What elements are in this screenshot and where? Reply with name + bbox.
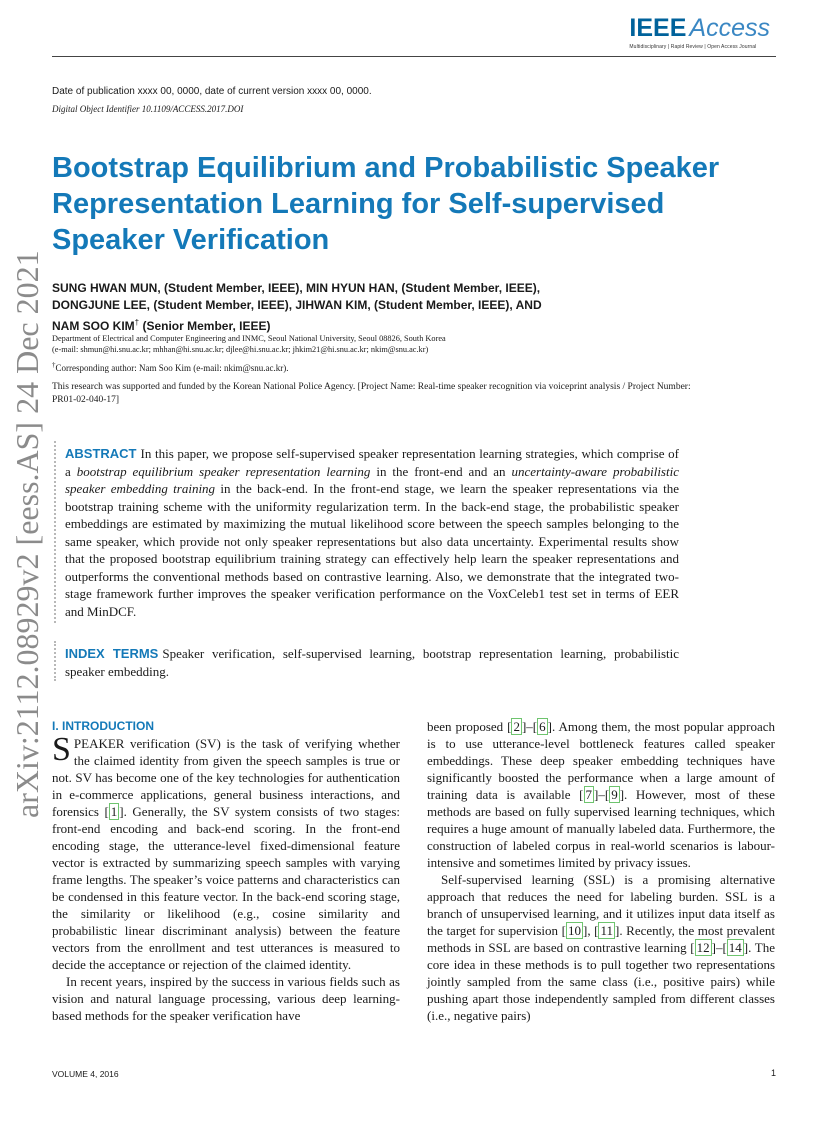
intro-paragraph-2: In recent years, inspired by the success in various fields such as vision and natural language processing, various deep learning-based methods for the speaker verification have <box>52 974 400 1023</box>
drop-cap: S <box>52 731 71 768</box>
affiliation <box>52 333 752 355</box>
citation-comma: , <box>587 923 595 938</box>
abstract-italic-1: bootstrap equilibrium speaker representation learning <box>76 463 371 479</box>
header-rule <box>52 56 776 57</box>
author-line-2: DONGJUNE LEE, (Student Member, IEEE), JIHWAN KIM, (Student Member, IEEE), AND <box>52 298 542 312</box>
citation-dash: – <box>598 787 605 802</box>
citation-dash: – <box>715 940 723 955</box>
p3-text-b: . Among them, the most popular approach is to use utterance-level bottleneck features called speaker embeddings. These deep speaker embedding techniques have significantly boosted the performance when a large amount of training data is available <box>427 719 775 802</box>
p4-text-a: Self-supervised learning (SSL) is a promising alternative approach that reduces the need for labeling burden. SSL is a branch of unsupervised learning, and it utilizes input data itself as the target for supervision <box>427 872 775 938</box>
paper-title: Bootstrap Equilibrium and Probabilistic Speaker Representation Learning for Self-supervised Speaker Verification <box>52 152 720 256</box>
author-list <box>52 280 752 335</box>
citation-link[interactable]: 12 <box>696 940 710 955</box>
page-number: 1 <box>770 1068 776 1078</box>
abstract-text-3: in the back-end. In the front-end stage, we learn the speaker representations via the bootstrap training scheme with the uniformity regularization term. In the back-end stage, the probabilistic speaker embeddings are estimated by maximizing the mutual likelihood score between the speech samples belonging to the same speaker, which provide not only speaker representations but also data uncertainty. Experimental results show that the proposed bootstrap equilibrium training strategy can effectively help learn the speaker representations and outperforms the conventional methods based on contrastive learning. Also, we demonstrate that the integrated two-stage framework further improves the speaker verification performance on the VoxCeleb1 test set in terms of EER and MinDCF. <box>65 481 679 619</box>
citation-link[interactable]: 6 <box>539 719 546 734</box>
intro-p1-end: . Generally, the SV system consists of two stages: front-end encoding and back-end scoring. In the front-end encoding stage, the utterance-level fixed-dimensional feature vector is extracted by summarizing speech samples with varying frame lengths. The speaker’s voice patterns and characteristics can be condensed in this feature vector. In the back-end scoring stage, the similarity or likelihood (e.g., cosine similarity and probabilistic linear discriminant analysis) between the feature vectors from the enrollment and test utterances is measured to decide the acceptance or rejection of the claimed identity. <box>52 804 400 972</box>
p3-text-a: been proposed <box>427 719 508 734</box>
left-column <box>52 718 400 1024</box>
intro-paragraph-1: SPEAKER verification (SV) is the task of verifying whether the claimed identity from given the speech samples is true or not. SV has become one of the key technologies for authentication in e-commerce applications, general business interactions, and forensics [ 1 ]. Generally, the SV system consists of two stages: front-end encoding and back-end scoring. In the front-end encoding stage, the utterance-level fixed-dimensional feature vector is extracted by summarizing speech samples with varying frame lengths. The speaker’s voice patterns and characteristics can be condensed in this feature vector. In the back-end scoring stage, the similarity or likelihood (e.g., cosine similarity and probabilistic linear discriminant analysis) between the feature vectors from the enrollment and test utterances is measured to decide the acceptance or rejection of the claimed identity. <box>52 731 400 972</box>
index-terms-dotted-bar <box>54 641 58 681</box>
logo-tagline: Multidisciplinary | Rapid Review | Open Access Journal <box>629 44 757 50</box>
citation-link[interactable]: 11 <box>600 923 614 938</box>
abstract-italic-2: uncertainty-aware probabilistic speaker embedding training <box>65 463 679 496</box>
affiliation-emails: (e-mail: shmun@hi.snu.ac.kr; mhhan@hi.snu.ac.kr; djlee@hi.snu.ac.kr; jhkim21@hi.snu.ac.kr; nkim@snu.ac.kr) <box>52 345 429 354</box>
author-line-1: SUNG HWAN MUN, (Student Member, IEEE), MIN HYUN HAN, (Student Member, IEEE), <box>52 281 541 295</box>
corresponding-author <box>52 361 289 373</box>
author-name-kim: NAM SOO KIM <box>52 319 135 333</box>
arxiv-stamp-text: arXiv:2112.08929v2 [eess.AS] 24 Dec 2021 <box>9 250 45 818</box>
arxiv-stamp <box>2 185 52 1125</box>
right-column <box>427 718 775 1024</box>
intro-paragraph-3: been proposed [ 2 ]–[ 6 ]. Among them, the most popular approach is to use utterance-level bottleneck features called speaker embeddings. These deep speaker embedding techniques have significantly boosted the performance when a large amount of training data is available [ 7 ]–[ 9 ]. However, most of these methods are based on fully supervised learning techniques, which requires a huge amount of manually labeled data. Furthermore, the construction of labeled corpus in real-world scenarios is labour-intensive and sometimes limited by privacy issues. <box>427 719 775 870</box>
citation-link[interactable]: 14 <box>728 940 742 955</box>
p4-text-b: . Recently, the most prevalent methods in SSL are based on contrastive learning <box>427 923 776 955</box>
citation-link[interactable]: 1 <box>110 804 118 819</box>
abstract <box>65 445 679 620</box>
index-terms-label: INDEX TERMS <box>65 646 159 661</box>
doi-line: Digital Object Identifier 10.1109/ACCESS.2017.DOI <box>52 104 244 114</box>
logo-access-text: Access <box>689 14 770 42</box>
p4-text-c: . The core idea in these methods is to pull together two representations jointly sampled from the same class (i.e., positive pairs) while pushing apart those independently sampled from different classes (i.e., negative pairs) <box>427 940 775 1023</box>
funding-note: This research was supported and funded by the Korean National Police Agency. [Project Name: Real-time speaker recognition via voiceprint analysis / Project Number: PR01-02-040-17] <box>52 382 691 405</box>
abstract-text-2: in the front-end and an <box>370 463 512 479</box>
affiliation-line-1: Department of Electrical and Computer Engineering and INMC, Seoul National University, Seoul 08826, South Korea <box>52 334 446 343</box>
citation-link[interactable]: 10 <box>567 923 581 938</box>
abstract-dotted-bar <box>54 441 58 623</box>
citation-link[interactable]: 9 <box>611 787 618 802</box>
section-heading-introduction: I. INTRODUCTION <box>52 719 154 733</box>
index-terms-text: Speaker verification, self-supervised learning, bootstrap representation learning, probabilistic speaker embedding. <box>65 646 680 679</box>
abstract-text-1: In this paper, we propose self-supervised speaker representation learning strategies, which comprise of a <box>65 446 679 479</box>
p3-text-c: . However, most of these methods are based on fully supervised learning techniques, which requires a huge amount of manually labeled data. Furthermore, the construction of labeled corpus in real-world scenarios is labour-intensive and sometimes limited by privacy issues. <box>427 787 775 870</box>
dagger-mark: † <box>134 318 140 327</box>
footer-volume: VOLUME 4, 2016 <box>52 1069 119 1079</box>
journal-logo <box>629 14 770 50</box>
citation-link[interactable]: 2 <box>513 719 520 734</box>
index-terms <box>65 645 679 680</box>
author-kim-membership: (Senior Member, IEEE) <box>139 319 271 333</box>
corresponding-mark: † <box>52 361 56 369</box>
corresponding-text: Corresponding author: Nam Soo Kim (e-mail: nkim@snu.ac.kr). <box>55 363 289 373</box>
intro-paragraph-4: Self-supervised learning (SSL) is a promising alternative approach that reduces the need for labeling burden. SSL is a branch of unsupervised learning, and it utilizes input data itself as the target for supervision [ 10 ], [ 11 ]. Recently, the most prevalent methods in SSL are based on contrastive learning [ 12 ]–[ 14 ]. The core idea in these methods is to pull together two representations jointly sampled from the same class (i.e., positive pairs) while pushing apart those independently sampled from different classes (i.e., negative pairs) <box>427 872 776 1023</box>
publication-date: Date of publication xxxx 00, 0000, date of current version xxxx 00, 0000. <box>52 86 372 97</box>
author-line-3 <box>52 314 752 335</box>
citation-dash: – <box>526 719 533 734</box>
intro-p1-text: PEAKER verification (SV) is the task of verifying whether the claimed identity from given the speech samples is true or not. SV has become one of the key technologies for authentication in e-commerce applications, general business interactions, and forensics <box>52 736 400 819</box>
abstract-label: ABSTRACT <box>65 446 137 461</box>
citation-link[interactable]: 7 <box>585 787 593 802</box>
logo-ieee-text: IEEE <box>629 14 687 42</box>
